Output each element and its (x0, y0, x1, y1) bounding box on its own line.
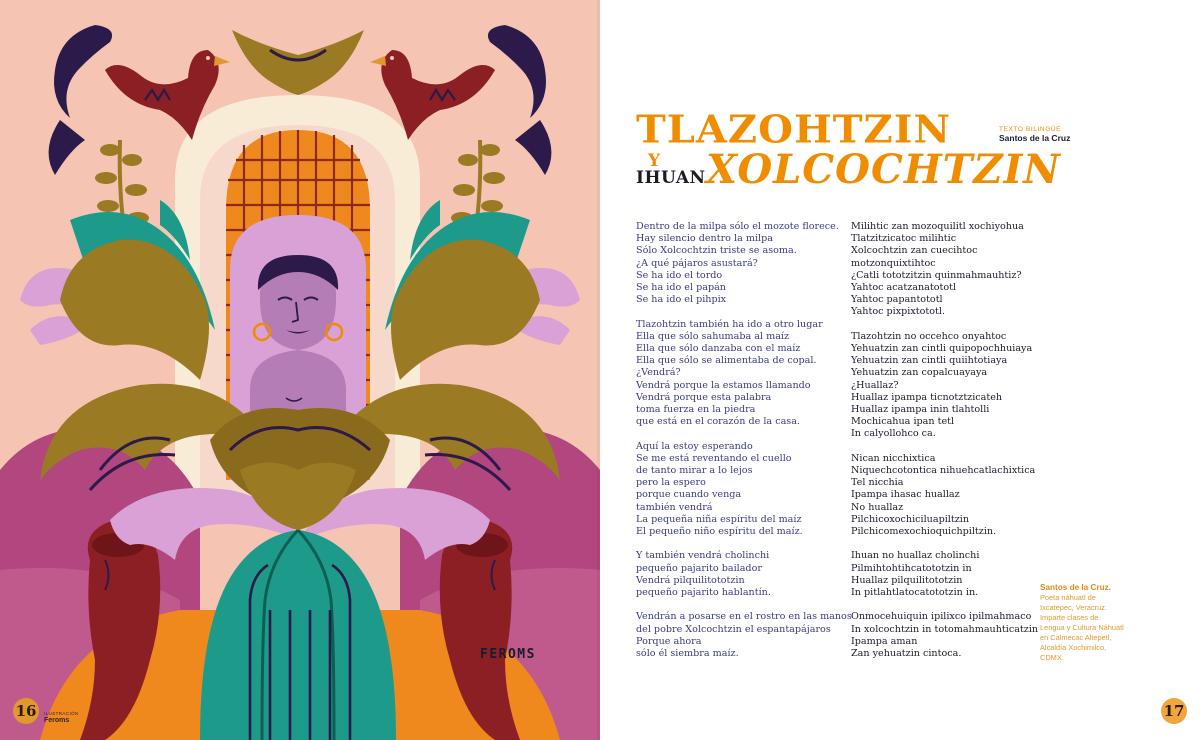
poem-line: Vendrá porque la estamos llamando (636, 379, 811, 391)
page-number-left: 16 (13, 698, 39, 724)
poem-line: Y también vendrá cholinchi (636, 550, 770, 562)
poem-line: Nican nicchixtica (851, 452, 936, 464)
poem-nahuatl-column (851, 221, 1051, 672)
poem-line: Tel nicchia (851, 477, 904, 489)
poem-line: Vendrá pilquilitototzin (636, 574, 745, 586)
poem-line: La pequeña niña espíritu del maíz (636, 513, 802, 525)
bilingual-credit (999, 127, 1070, 143)
poem-line: que está en el corazón de la casa. (636, 416, 800, 428)
poem-line: Yahtoc papantototl (851, 294, 943, 306)
bio-line: Poeta náhuatl de (1040, 593, 1096, 602)
poem-spanish-column (636, 221, 852, 672)
poem-line: toma fuerza en la piedra (636, 404, 756, 416)
poem-line: Onmocehuiquin ipilixco ipilmahmaco (851, 611, 1032, 623)
poem-line: Pilmihtohtihcatototzin in (851, 562, 972, 574)
poem-line: Mochicahua ipan tetl (851, 416, 955, 428)
poem-line: Huallaz ipampa inin tlahtolli (851, 404, 990, 416)
bio-line: Alcaldía Xochimilco, (1040, 643, 1107, 652)
top-flower (232, 30, 364, 95)
stanza-na-3 (851, 453, 1051, 538)
poem-line: Porque ahora (636, 635, 702, 647)
poem-line: Vendrán a posarse en el rostro en las manos (636, 611, 852, 623)
poem-line: Tlazohtzin no occehco onyahtoc (851, 330, 1007, 342)
stanza-es-4 (636, 550, 846, 599)
poem-line: Yehuatzin zan cintli quipopochhuiaya (851, 343, 1033, 355)
poem-line: Milihtic zan mozoquilitl xochiyohua (851, 221, 1024, 232)
poem-line: Yehuatzin zan copalcuayaya (851, 367, 988, 379)
poem-line: Ella que sólo sahumaba al maíz (636, 330, 790, 342)
poem-line: In xolcochtzin in totomahmauhticatzin (851, 623, 1039, 635)
poem-line: Se me está reventando el cuello (636, 452, 792, 464)
poem-line: Pilchicoxochiciluapiltzin (851, 513, 970, 525)
poem-line: In pitlahtlatocatototzin in. (851, 587, 979, 599)
poem-line: ¿A qué pájaros asustará? (636, 257, 758, 269)
credit-name: Feroms (44, 716, 70, 724)
poem-line: Se ha ido el tordo (636, 269, 723, 281)
poem-line: Ihuan no huallaz cholinchi (851, 550, 980, 562)
title-xolcochtzin: XOLCOCHTZIN (706, 146, 1061, 193)
stanza-es-1 (636, 221, 846, 306)
stanza-es-3 (636, 441, 846, 539)
navy-curl-right (488, 25, 546, 118)
poem-line: Yahtoc acatzanatototl (851, 282, 957, 294)
poem-line: No huallaz (851, 501, 904, 513)
illustration-credit (44, 712, 79, 725)
title-connector-y: Y (648, 151, 661, 171)
poem-line: Yahtoc pixpixtototl. (851, 306, 946, 318)
bio-line: en Calmecac Altepetl, (1040, 633, 1112, 642)
bio-line: Imparte clases de (1040, 613, 1099, 622)
poem-line: Ella que sólo se alimentaba de copal. (636, 355, 817, 367)
stanza-na-4 (851, 550, 1051, 599)
poem-line: Sólo Xolcochtzin triste se asoma. (636, 245, 797, 257)
poem-line: Yehuatzin zan cintli quiihtotiaya (851, 355, 1008, 367)
bilingual-author: Santos de la Cruz (999, 132, 1071, 143)
poem-line: ¿Catli tototzitzin quinmahmauhtiz? (851, 269, 1022, 281)
poem-line: Ipampa ihasac huallaz (851, 489, 960, 501)
title-tlazohtzin: TLAZOHTZIN (636, 107, 951, 152)
stanza-na-5 (851, 611, 1051, 660)
poem-line: Pilchicomexochioquichpiltzin. (851, 526, 997, 538)
author-bio (1040, 583, 1160, 663)
poem-line: Se ha ido el papán (636, 282, 726, 294)
poem-line: sólo él siembra maíz. (636, 648, 739, 660)
stanza-es-5 (636, 611, 852, 660)
stanza-na-2 (851, 331, 1051, 441)
poem-line: In calyollohco ca. (851, 428, 936, 440)
poem-line: Aquí la estoy esperando (636, 440, 753, 452)
bio-name: Santos de la Cruz. (1040, 583, 1111, 592)
credit-label: ILUSTRACIÓN (44, 711, 79, 716)
poem-line: Huallaz ipampa ticnotztzicateh (851, 391, 1003, 403)
poem-line: Se ha ido el pihpix (636, 294, 727, 306)
poem-line: Ella que sólo danzaba con el maíz (636, 343, 801, 355)
poem-line: pequeño pajarito bailador (636, 562, 762, 574)
poem-line: motzonquixtihtoc (851, 257, 936, 269)
poem-line: Tlazohtzin también ha ido a otro lugar (636, 318, 823, 330)
navy-curl-left (54, 25, 112, 118)
poem-line: porque cuando venga (636, 489, 742, 501)
poem-line: Xolcochtzin zan cuecihtoc (851, 245, 978, 257)
bio-line: Ixcatepec, Veracruz. (1040, 603, 1107, 612)
poem-line: Ipampa aman (851, 635, 918, 647)
poem-line: Dentro de la milpa sólo el mozote florece. (636, 221, 839, 232)
poem-line: Zan yehuatzin cintoca. (851, 648, 962, 660)
poem-line: Huallaz pilquilitototzin (851, 574, 963, 586)
teal-vase (200, 530, 396, 740)
poem-line: pero la espero (636, 477, 706, 489)
poem-line: Niquechcotontica nihuehcatlachixtica (851, 465, 1036, 477)
poem-line: El pequeño niño espíritu del maíz. (636, 526, 803, 538)
bio-line: CDMX. (1040, 653, 1064, 662)
bilingual-label: TEXTO BILINGÜE (999, 126, 1062, 133)
title-connector-ihuan: IHUAN (636, 168, 706, 188)
artist-signature: FEROMS (480, 647, 536, 662)
poem-line: Tlatzitzicatoc milihtic (851, 233, 957, 245)
stanza-na-1 (851, 221, 1051, 319)
poem-line: ¿Huallaz? (851, 379, 899, 391)
poem-line: también vendrá (636, 501, 713, 513)
poem-line: pequeño pajarito hablantín. (636, 587, 771, 599)
poem-line: de tanto mirar a lo lejos (636, 465, 753, 477)
stanza-es-2 (636, 319, 846, 429)
poem-line: Vendrá porque esta palabra (636, 391, 772, 403)
poem-line: del pobre Xolcochtzin el espantapájaros (636, 623, 831, 635)
page-number-right: 17 (1161, 698, 1187, 724)
bio-line: Lengua y Cultura Náhuatl (1040, 623, 1124, 632)
poem-line: Hay silencio dentro la milpa (636, 233, 773, 245)
poem-line: ¿Vendrá? (636, 367, 681, 379)
